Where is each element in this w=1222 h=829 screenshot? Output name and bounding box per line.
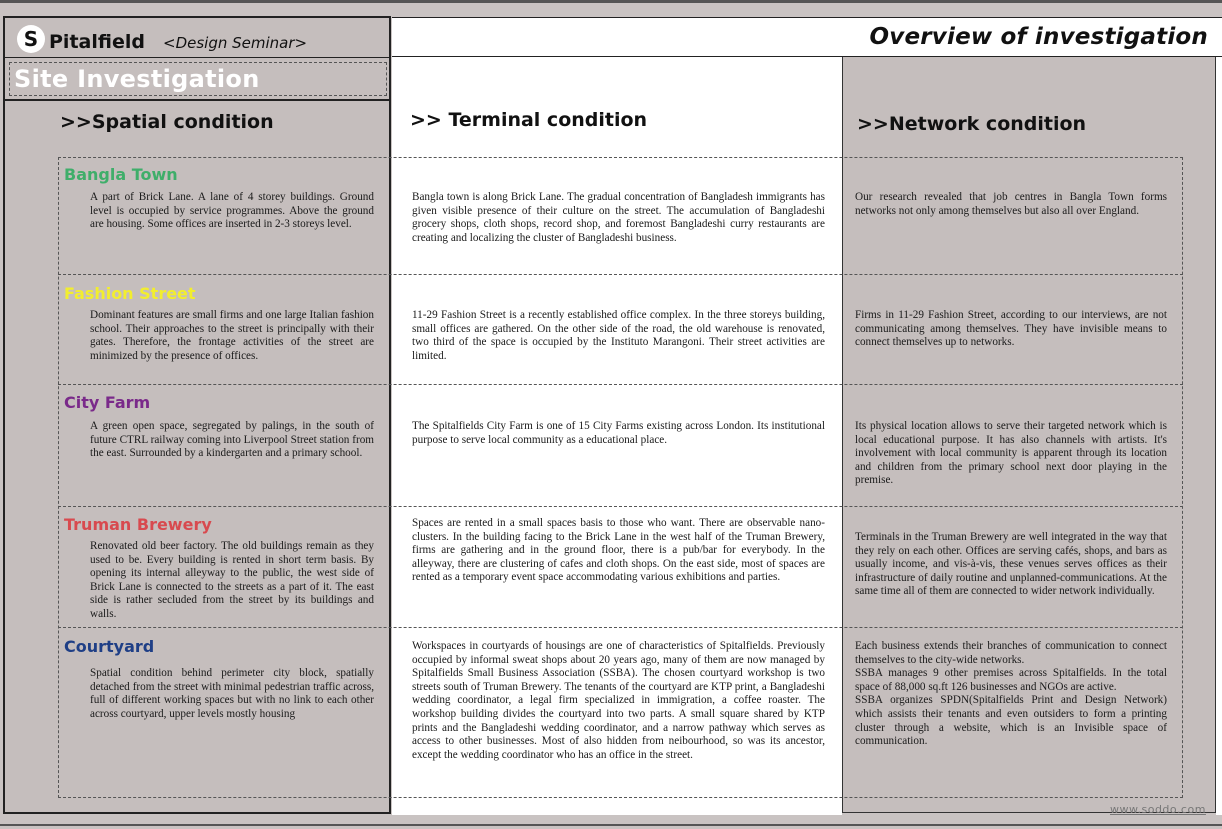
row-divider xyxy=(58,274,1183,275)
brand-name: Pitalfield xyxy=(49,31,145,53)
watermark: www.soddo.com xyxy=(1110,803,1206,816)
row-divider xyxy=(58,506,1183,507)
page-header xyxy=(392,17,1222,57)
network-paragraph: SSBA organizes SPDN(Spitalfields Print and Design Network) which assists their tenants and even outsiders to form a printing cluster through a website, which is an Invisible space of communication. xyxy=(855,694,1167,748)
terminal-text: Spaces are rented in a small spaces basis to those who want. There are observable nano-clusters. In the building facing to the Brick Lane in the west half of the Truman Brewery, firms are gathering and in the ground floor, there is a pub/bar for everybody. In the alleyway, there are clustering of cafes and cloth shops. On the east side, most of spaces are rented as a temporary event space accommodating various exhibitions and parties. xyxy=(412,517,825,584)
row-title-city-farm: City Farm xyxy=(64,393,151,412)
column-heading-spatial: >>Spatial condition xyxy=(60,111,274,133)
row-title-fashion-street: Fashion Street xyxy=(64,284,196,303)
column-heading-network: >>Network condition xyxy=(857,113,1087,135)
page-title: Overview of investigation xyxy=(869,24,1208,50)
logo-s-icon: S xyxy=(17,25,45,53)
spatial-text: A green open space, segregated by palings, in the south of future CTRL railway coming into Liverpool Street station from the east. Surrounded by a kindergarten and a primary school. xyxy=(90,420,374,460)
brand-subtitle: <Design Seminar> xyxy=(163,34,308,52)
network-paragraph: SSBA manages 9 other premises across Spitalfields. In the total space of 88,000 sq.ft 126 businesses and NGOs are active. xyxy=(855,667,1167,693)
row-divider xyxy=(58,384,1183,385)
network-paragraph: Each business extends their branches of communication to connect themselves to the city-wide networks. xyxy=(855,640,1167,666)
brand-row xyxy=(5,18,389,58)
network-text: Our research revealed that job centres in Bangla Town forms networks not only among themselves but also all over England. xyxy=(855,191,1167,217)
spatial-text: Renovated old beer factory. The old buildings remain as they used to be. Every building is rented in short term basis. By opening its internal alleyway to the public, the west side of Brick Lane is connected to the streets as a part of it. The east side is rather secluded from the street by its buildings and walls. xyxy=(90,540,374,620)
column-heading-terminal: >> Terminal condition xyxy=(410,109,648,131)
row-title-bangla-town: Bangla Town xyxy=(64,165,178,184)
section-title-box xyxy=(9,62,387,96)
frame-bottom-border xyxy=(0,824,1222,829)
row-title-truman-brewery: Truman Brewery xyxy=(64,515,212,534)
row-divider xyxy=(58,627,1183,628)
network-text xyxy=(855,640,1167,749)
terminal-text: 11-29 Fashion Street is a recently established office complex. In the three storeys building, small offices are gathered. On the other side of the road, the old warehouse is renovated, two third of the space is occupied by the Instituto Marangoni. Their street activities are limited. xyxy=(412,309,825,362)
divider xyxy=(5,99,389,101)
frame-top-border xyxy=(0,0,1222,3)
right-margin xyxy=(1216,57,1222,815)
spatial-text: A part of Brick Lane. A lane of 4 storey buildings. Ground level is occupied by service programmes. Above the ground are housing. Some offices are inserted in 2-3 storeys level. xyxy=(90,191,374,231)
terminal-text: The Spitalfields City Farm is one of 15 City Farms existing across London. Its institutional purpose to serve local community as a educational place. xyxy=(412,420,825,446)
network-text: Terminals in the Truman Brewery are well integrated in the way that they rely on each other. Offices are serving cafés, shops, and bars as usually income, and vis-à-vis, these venues serves offices as their infrastructure of daily routine and unplanned-communications. At the same time all of them are connected to wider network individually. xyxy=(855,531,1167,598)
section-title: Site Investigation xyxy=(14,65,260,93)
network-text: Firms in 11-29 Fashion Street, according to our interviews, are not communicating among themselves. They have invisible means to connect themselves up to networks. xyxy=(855,309,1167,349)
row-title-courtyard: Courtyard xyxy=(64,637,155,656)
network-text: Its physical location allows to serve their targeted network which is local educational purpose. It has also channels with artists. It's involvement with local community is apparent through its location and children from the primary school next door playing in the premise. xyxy=(855,420,1167,487)
terminal-text: Workspaces in courtyards of housings are one of characteristics of Spitalfields. Previously occupied by informal sweat shops about 20 years ago, many of them are now managed by Spitalfields Small Business Association (SSBA). The chosen courtyard workshop is two streets south of Truman Brewery. The tenants of the courtyard are KTP print, a Bangladeshi wedding coordinator, a legal firm specialized in immigration, a coffee roaster. The workshop building divides the courtyard into two parts. A small square shared by KTP prints and the Bangladeshi wedding coordinator, and a narrow pathway which serves as access to other businesses. Most of also hidden from neibourhood, so was its ancestor, except the wedding coordinator who has an office in the street. xyxy=(412,640,825,761)
spatial-text: Dominant features are small firms and one large Italian fashion school. Their approaches to the street is principally with their gates. Therefore, the frontage activities of the street are minimized by the presence of offices. xyxy=(90,309,374,362)
terminal-text: Bangla town is along Brick Lane. The gradual concentration of Bangladesh immigrants has given visible presence of their culture on the street. The accumulation of Bangladeshi grocery shops, cloth shops, record shop, and foremost Bangladeshi curry restaurants are creating and localizing the cluster of Bangladeshi business. xyxy=(412,191,825,244)
spatial-text: Spatial condition behind perimeter city block, spatially detached from the street with minimal pedestrian traffic across, full of different working spaces but with no link to each other across courtyard, upper levels mostly housing xyxy=(90,667,374,720)
